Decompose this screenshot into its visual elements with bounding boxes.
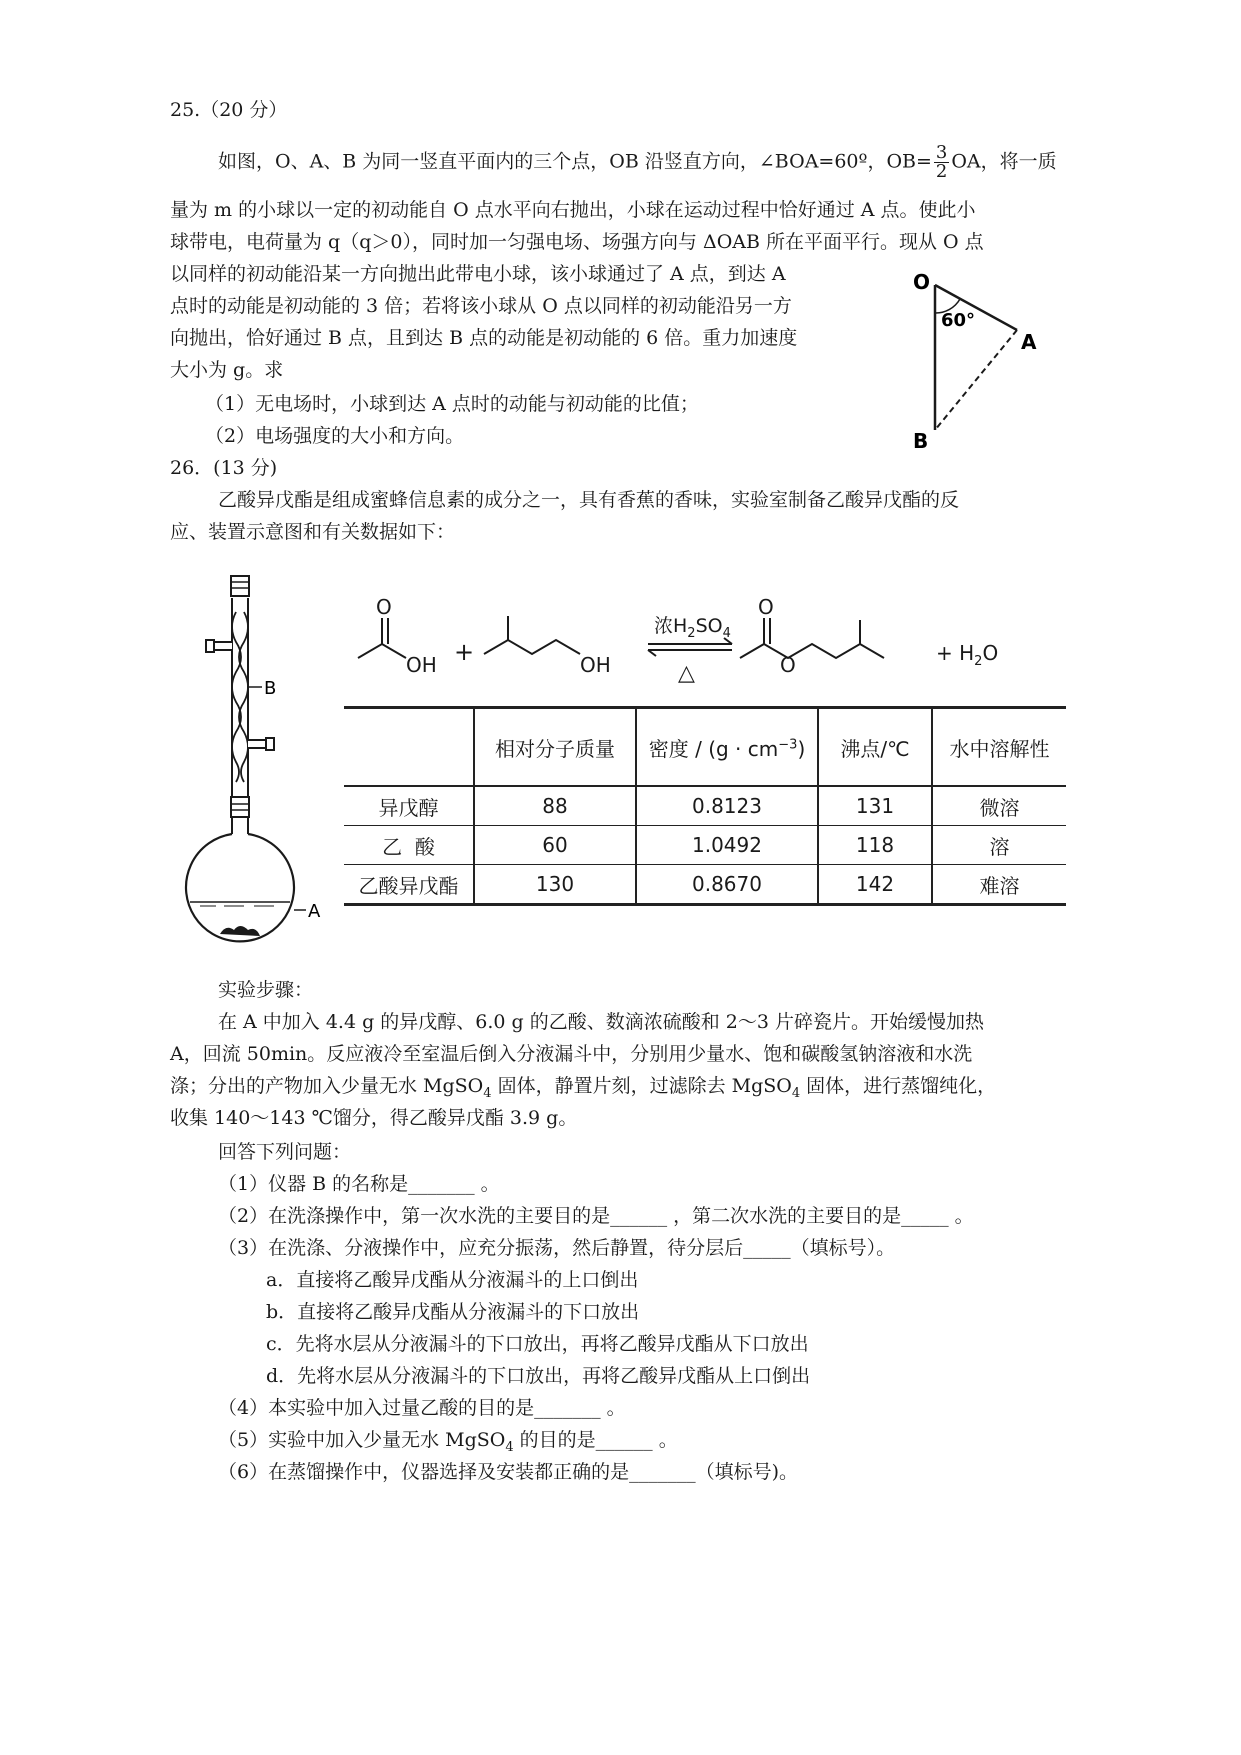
q25-line-1-text-a: 如图，O、A、B 为同一竖直平面内的三个点，OB 沿竖直方向，∠BOA=60º，OB= <box>218 150 932 173</box>
top-joint <box>231 576 249 596</box>
table-row <box>344 865 1066 905</box>
q25-line-4: 以同样的初动能沿某一方向抛出此带电小球，该小球通过了 A 点，到达 A <box>170 263 786 285</box>
q25-header: 25.（20 分） <box>170 99 288 121</box>
fraction-numerator: 3 <box>935 142 948 163</box>
question-4: （4）本实验中加入过量乙酸的目的是_______ 。 <box>218 1397 626 1419</box>
plus-sign: + <box>454 638 475 666</box>
table-cell: 1.0492 <box>636 826 818 865</box>
condenser-inner-coil-left <box>232 612 241 782</box>
table-cell: 88 <box>474 786 636 826</box>
table-cell: 0.8670 <box>636 865 818 905</box>
table-cell: 异戊醇 <box>378 795 439 820</box>
catalyst-mid: SO <box>695 615 723 637</box>
table-cell: 60 <box>474 826 636 865</box>
table-cell: 微溶 <box>932 786 1066 826</box>
step-line-3-b: 固体，静置片刻，过滤除去 MgSO <box>491 1075 792 1097</box>
fraction-three-halves <box>934 144 949 181</box>
q26-header: 26．(13 分) <box>170 457 278 479</box>
table-header-molar-mass: 相对分子质量 <box>474 708 636 787</box>
triangle-oab-figure <box>905 265 1055 455</box>
alcohol-oh: OH <box>580 653 611 677</box>
reflux-apparatus-figure <box>170 572 330 950</box>
point-label-o: O <box>913 270 931 294</box>
table-header-density <box>636 708 818 787</box>
water-inlet-arm <box>248 740 266 748</box>
heat-symbol: △ <box>678 661 695 686</box>
point-label-b: B <box>913 429 929 453</box>
esterification-reaction-scheme <box>344 578 1066 688</box>
table-cell: 0.8123 <box>636 786 818 826</box>
question-3: （3）在洗涤、分液操作中，应充分振荡，然后静置，待分层后_____（填标号）。 <box>218 1237 896 1259</box>
ester-oxygen: O <box>780 653 796 677</box>
density-header-sup: −3 <box>778 736 798 752</box>
question-2: （2）在洗涤操作中，第一次水洗的主要目的是______ ，第二次水洗的主要目的是_____ 。 <box>218 1205 974 1227</box>
water-sub: 2 <box>974 654 983 669</box>
apparatus-label-a: A <box>308 901 321 922</box>
table-header-boiling-point: 沸点/℃ <box>818 708 932 787</box>
table-cell: 难溶 <box>932 865 1066 905</box>
step-line-3-c: 固体，进行蒸馏纯化， <box>800 1075 997 1097</box>
isoamyl-alcohol-skeleton <box>484 640 580 654</box>
step-line-3-a: 涤；分出的产物加入少量无水 MgSO <box>170 1075 484 1097</box>
option-b: b．直接将乙酸异戊酯从分液漏斗的下口放出 <box>266 1301 640 1323</box>
table-header-solubility: 水中溶解性 <box>932 708 1066 787</box>
table-cell: 溶 <box>932 826 1066 865</box>
question-6: （6）在蒸馏操作中，仪器选择及安装都正确的是_______（填标号)。 <box>218 1461 799 1483</box>
answer-title: 回答下列问题： <box>218 1141 352 1163</box>
q25-line-1-text-b: OA，将一质 <box>951 150 1057 173</box>
steps-title: 实验步骤： <box>218 979 314 1001</box>
catalyst-label <box>654 615 731 641</box>
q25-sub-question-1: （1）无电场时，小球到达 A 点时的动能与初动能的比值； <box>205 393 699 415</box>
step-line-1: 在 A 中加入 4.4 g 的异戊醇、6.0 g 的乙酸、数滴浓硫酸和 2～3 片碎瓷片。开始缓慢加热 <box>218 1011 985 1033</box>
q25-line-2: 量为 m 的小球以一定的初动能自 O 点水平向右抛出，小球在运动过程中恰好通过 A 点。使此小 <box>170 199 976 221</box>
condenser-inner-coil-right <box>239 612 248 782</box>
table-cell: 131 <box>818 786 932 826</box>
step-line-3-sub: 4 <box>483 1085 492 1101</box>
table-header-empty <box>344 708 474 787</box>
density-header-close: ) <box>797 736 806 761</box>
table-cell: 118 <box>818 826 932 865</box>
table-cell: 142 <box>818 865 932 905</box>
q25-line-7: 大小为 g。求 <box>170 359 284 381</box>
angle-label: 60° <box>941 310 976 331</box>
q25-line-1 <box>218 144 1057 181</box>
physical-properties-table <box>344 706 1066 906</box>
water-prefix: + H <box>936 641 975 665</box>
point-label-a: A <box>1021 330 1037 354</box>
q26-intro-line-1: 乙酸异戊酯是组成蜜蜂信息素的成分之一，具有香蕉的香味，实验室制备乙酸异戊酯的反 <box>218 489 960 511</box>
catalyst-sub-2: 4 <box>722 626 731 641</box>
acetic-acid-skeleton <box>358 644 406 658</box>
q26-intro-line-2: 应、装置示意图和有关数据如下： <box>170 521 456 543</box>
question-5-b: 的目的是______ 。 <box>513 1429 678 1451</box>
q25-line-3: 球带电，电荷量为 q（q＞0），同时加一匀强电场、场强方向与 ΔOAB 所在平面平行。现从 O 点 <box>170 231 984 253</box>
ester-carbonyl-o: O <box>758 595 774 619</box>
step-line-2: A，回流 50min。反应液冷至室温后倒入分液漏斗中，分别用少量水、饱和碳酸氢钠溶液和水洗 <box>170 1043 973 1065</box>
fraction-denominator: 2 <box>935 161 948 182</box>
question-5 <box>218 1426 678 1462</box>
table-cell: 130 <box>474 865 636 905</box>
table-row <box>344 826 1066 865</box>
catalyst-sub-1: 2 <box>687 626 696 641</box>
question-5-sub: 4 <box>505 1439 514 1455</box>
step-line-3 <box>170 1072 996 1108</box>
acetic-acid-carbonyl-o: O <box>376 595 392 619</box>
segment-ab-dashed <box>935 330 1017 430</box>
question-5-a: （5）实验中加入少量无水 MgSO <box>218 1429 506 1451</box>
step-line-3-sub2: 4 <box>791 1085 801 1101</box>
acetic-acid-oh: OH <box>406 653 437 677</box>
water-outlet-arm <box>214 642 232 650</box>
round-bottom-flask <box>186 834 294 941</box>
question-1: （1）仪器 B 的名称是_______ 。 <box>218 1173 500 1195</box>
q25-line-6: 向抛出，恰好通过 B 点，且到达 B 点的动能是初动能的 6 倍。重力加速度 <box>170 327 798 349</box>
option-c: c．先将水层从分液漏斗的下口放出，再将乙酸异戊酯从下口放出 <box>266 1333 809 1355</box>
q25-sub-question-2: （2）电场强度的大小和方向。 <box>205 425 465 447</box>
bottom-joint <box>231 797 249 817</box>
option-a: a．直接将乙酸异戊酯从分液漏斗的上口倒出 <box>266 1269 639 1291</box>
table-row <box>344 786 1066 826</box>
table-cell: 乙 酸 <box>382 834 435 859</box>
catalyst-prefix: 浓H <box>654 615 688 637</box>
water-suffix: O <box>982 641 999 665</box>
apparatus-label-b: B <box>264 678 277 699</box>
step-line-4: 收集 140～143 ℃馏分，得乙酸异戊酯 3.9 g。 <box>170 1107 578 1129</box>
option-d: d．先将水层从分液漏斗的下口放出，再将乙酸异戊酯从上口倒出 <box>266 1365 811 1387</box>
table-header-row <box>344 708 1066 787</box>
q25-line-5: 点时的动能是初动能的 3 倍；若将该小球从 O 点以同样的初动能沿另一方 <box>170 295 792 317</box>
table-cell: 乙酸异戊酯 <box>358 873 459 898</box>
water-product <box>936 641 998 669</box>
isoamyl-acetate-skeleton <box>740 644 884 658</box>
density-header-text: 密度 / (g · cm <box>648 736 779 761</box>
